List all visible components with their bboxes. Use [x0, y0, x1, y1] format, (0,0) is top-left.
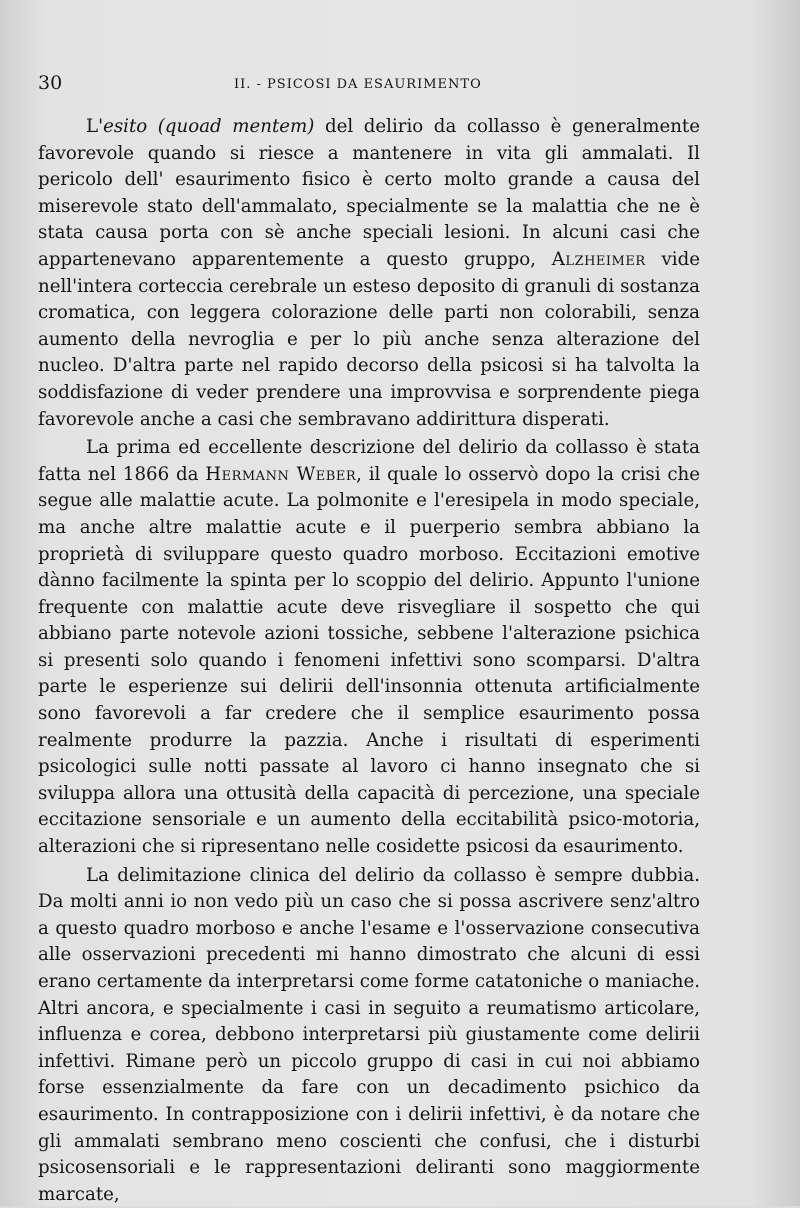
- running-title: II. - PSICOSI DA ESAURIMENTO: [234, 77, 482, 92]
- paragraph-text: La delimitazione clinica del delirio da collasso è sempre dubbia. Da molti anni io non vedo più un caso che si possa ascrivere senz'altro a questo quadro morboso e anche l'esame e l'osservazione consecutiva alle osservazioni precedenti mi hanno dimostrato che alcuni di essi erano certamente da interpretarsi come forme catatoniche o maniache. Altri ancora, e specialmente i casi in seguito a reumatismo articolare, influenza e corea, debbono interpretarsi più giustamente come delirii infettivi. Rimane però un piccolo gruppo di casi in cui noi abbiamo forse essenzialmente da fare con un decadimento psichico da esaurimento. In contrapposizione con i delirii infettivi, è da notare che gli ammalati sembrano meno coscienti che confusi, che i disturbi psicosensoriali e le rappresentazioni deliranti sono maggiormente marcate,: [38, 864, 700, 1205]
- paragraph-text: del delirio da collasso è generalmente favorevole quando si riesce a mantenere in vita gli ammalati. Il pericolo dell' esaurimento fisico è certo molto grande a causa del miserevole stato dell'ammalato, specialmente se la malattia che ne è stata causa porta con sè anche speciali lesioni. In alcuni casi che appartenevano apparentemente a questo gruppo,: [38, 116, 701, 270]
- page-header: [38, 72, 760, 98]
- paragraph-3: [38, 863, 700, 1208]
- paragraph-text: , il quale lo osservò dopo la crisi che segue alle malattie acute. La polmonite e l'eresipela in modo speciale, ma anche altre malattie acute e il puerperio sembra abbiano la proprietà di sviluppare questo quadro morboso. Eccitazioni emotive dànno facilmente la spinta per lo scoppio del delirio. Appunto l'unione frequente con malattie acute deve risvegliare il sospetto che qui abbiano parte notevole azioni tossiche, sebbene l'alterazione psichica si presenti solo quando i fenomeni infettivi sono scomparsi. D'altra parte le esperienze sui delirii dell'insonnia ottenuta artificialmente sono favorevoli a far credere che il semplice esaurimento possa realmente produrre la pazzia. Anche i risultati di esperimenti psicologici sulle notti passate al lavoro ci hanno insegnato che si sviluppa allora una ottusità della capacità di percezione, una speciale eccitazione sensoriale e un aumento della eccitabilità psico-motoria, alterazioni che si ripresentano nelle cosidette psicosi da esaurimento.: [38, 463, 700, 858]
- italic-phrase: esito (quoad mentem): [103, 116, 315, 137]
- paragraph-1: [38, 114, 700, 433]
- paragraph-text: vide nell'intera corteccia cerebrale un esteso deposito di granuli di sostanza cromatica, con leggera colorazione delle parti non colorabili, senza aumento della nevroglia e per lo più anche senza alterazione del nucleo. D'altra parte nel rapido decorso della psicosi si ha talvolta la soddisfazione di veder prendere una improvvisa e sorprendente piega favorevole anche a casi che sembravano addirittura disperati.: [38, 248, 700, 430]
- paragraph-text: La prima ed eccellente descrizione del delirio da collasso è stata fatta nel 1866 da: [38, 437, 700, 485]
- author-name: Hermann Weber: [205, 463, 357, 485]
- paragraph-2: [38, 435, 700, 861]
- page-number: 30: [38, 72, 63, 94]
- body-text: [38, 114, 700, 1208]
- paragraph-lead: L': [86, 116, 104, 137]
- author-name: Alzheimer: [551, 248, 646, 270]
